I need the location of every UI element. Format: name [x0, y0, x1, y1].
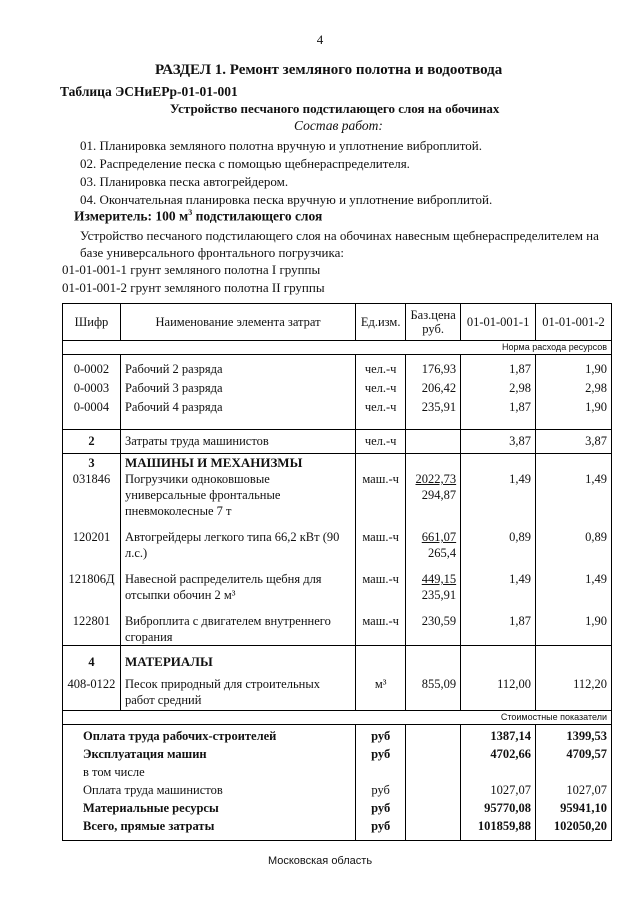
row-price: 230,59	[406, 603, 461, 646]
cost-value-1	[461, 762, 536, 780]
row-name: Песок природный для строительных работ средний	[120, 670, 355, 711]
work-item: 02. Распределение песка с помощью щебнераспределителя.	[80, 156, 410, 171]
row-name: Погрузчики одноковшовые универсальные фронтальные пневмоколесные 7 т	[120, 471, 355, 519]
header-col1: 01-01-001-1	[461, 304, 536, 341]
row-code: 2	[63, 430, 121, 454]
table-row	[63, 670, 612, 711]
cost-row	[63, 798, 612, 816]
row-value-2: 1,90	[536, 396, 612, 430]
row-code: 122801	[63, 603, 121, 646]
cost-value-2	[536, 762, 612, 780]
header-unit: Ед.изм.	[356, 304, 406, 341]
row-price: 176,93	[406, 355, 461, 378]
table-row	[63, 377, 612, 396]
row-price: 206,42	[406, 377, 461, 396]
row-price: 855,09	[406, 670, 461, 711]
row-price: 2022,73 294,87	[406, 471, 461, 519]
cost-name: в том числе	[63, 762, 356, 780]
page-footer: Московская область	[267, 855, 373, 867]
section-name: МАШИНЫ И МЕХАНИЗМЫ	[120, 454, 355, 472]
meter-line: Измеритель: 100 $м^3$ подстилающего слоя	[74, 208, 323, 224]
work-item: 03. Планировка песка автогрейдером.	[80, 174, 289, 189]
section-code: 4	[63, 646, 121, 671]
cost-row	[63, 762, 612, 780]
row-value-2: 1,90	[536, 603, 612, 646]
table-row	[63, 471, 612, 519]
row-name: Виброплита с двигателем внутреннего сгорания	[120, 603, 355, 646]
cost-name: Эксплуатация машин	[63, 744, 356, 762]
row-price	[406, 430, 461, 454]
row-code: 120201	[63, 519, 121, 561]
row-code: 0-0003	[63, 377, 121, 396]
cost-value-2: 1027,07	[536, 780, 612, 798]
row-code: 121806Д	[63, 561, 121, 603]
cost-value-1: 1387,14	[461, 725, 536, 745]
cost-value-1: 4702,66	[461, 744, 536, 762]
row-code: 031846	[63, 471, 121, 519]
section-code: 3	[63, 454, 121, 472]
row-unit: маш.-ч	[356, 561, 406, 603]
cost-row	[63, 725, 612, 745]
row-unit: маш.-ч	[356, 471, 406, 519]
table-title: Устройство песчаного подстилающего слоя на обочинах	[170, 101, 500, 116]
table-row	[63, 561, 612, 603]
row-value-1: 0,89	[461, 519, 536, 561]
row-price: 235,91	[406, 396, 461, 430]
cost-value-2: 102050,20	[536, 816, 612, 841]
row-value-2: 112,20	[536, 670, 612, 711]
row-value-1: 2,98	[461, 377, 536, 396]
table-row	[63, 603, 612, 646]
cost-name: Оплата труда машинистов	[63, 780, 356, 798]
table-row	[63, 396, 612, 430]
row-value-2: 1,49	[536, 561, 612, 603]
cost-label-row	[63, 711, 612, 725]
row-name: Рабочий 3 разряда	[120, 377, 355, 396]
row-value-2: 0,89	[536, 519, 612, 561]
row-name: Рабочий 2 разряда	[120, 355, 355, 378]
materials-section-row	[63, 646, 612, 671]
cost-unit: руб	[356, 725, 406, 745]
page-number: 4	[316, 32, 324, 47]
norm-label: Норма расхода ресурсов	[63, 341, 612, 355]
table-header-row	[63, 304, 612, 341]
cost-unit: руб	[356, 816, 406, 841]
cost-unit: руб	[356, 780, 406, 798]
cost-value-2: 1399,53	[536, 725, 612, 745]
row-value-2: 3,87	[536, 430, 612, 454]
work-item: 04. Окончательная планировка песка вручную и уплотнение виброплитой.	[80, 192, 493, 207]
row-name: Навесной распределитель щебня для отсыпки обочин 2 м³	[120, 561, 355, 603]
description-line: базе универсального фронтального погрузчика:	[80, 245, 344, 260]
row-name: Затраты труда машинистов	[120, 430, 355, 454]
cost-label: Стоимостные показатели	[63, 711, 612, 725]
variant-item: 01-01-001-1 грунт земляного полотна I группы	[62, 262, 321, 277]
row-unit: маш.-ч	[356, 603, 406, 646]
cost-unit: руб	[356, 744, 406, 762]
row-code: 0-0004	[63, 396, 121, 430]
row-value-1: 1,87	[461, 396, 536, 430]
header-code: Шифр	[63, 304, 121, 341]
cost-value-1: 95770,08	[461, 798, 536, 816]
machines-section-row	[63, 454, 612, 472]
description-line: Устройство песчаного подстилающего слоя на обочинах навесным щебнераспределителем на	[80, 228, 599, 243]
section-name: МАТЕРИАЛЫ	[120, 646, 355, 671]
cost-row	[63, 780, 612, 798]
row-name: Рабочий 4 разряда	[120, 396, 355, 430]
composition-heading: Состав работ:	[294, 118, 383, 133]
row-value-1: 1,87	[461, 603, 536, 646]
work-item: 01. Планировка земляного полотна вручную и уплотнение виброплитой.	[80, 138, 482, 153]
cost-value-2: 95941,10	[536, 798, 612, 816]
row-unit: м³	[356, 670, 406, 711]
variant-item: 01-01-001-2 грунт земляного полотна II группы	[62, 280, 325, 295]
row-name: Автогрейдеры легкого типа 66,2 кВт (90 л.с.)	[120, 519, 355, 561]
resource-table	[62, 303, 612, 841]
cost-value-2: 4709,57	[536, 744, 612, 762]
row-value-1: 112,00	[461, 670, 536, 711]
row-unit: чел.-ч	[356, 355, 406, 378]
row-code: 408-0122	[63, 670, 121, 711]
cost-name: Материальные ресурсы	[63, 798, 356, 816]
row-value-1: 1,87	[461, 355, 536, 378]
row-value-1: 1,49	[461, 471, 536, 519]
cost-name: Всего, прямые затраты	[63, 816, 356, 841]
cost-value-1: 101859,88	[461, 816, 536, 841]
cost-row	[63, 816, 612, 841]
cost-value-1: 1027,07	[461, 780, 536, 798]
row-value-1: 3,87	[461, 430, 536, 454]
header-name: Наименование элемента затрат	[120, 304, 355, 341]
row-code: 0-0002	[63, 355, 121, 378]
operator-row	[63, 430, 612, 454]
table-row	[63, 355, 612, 378]
cost-unit: руб	[356, 798, 406, 816]
table-row	[63, 519, 612, 561]
cost-unit	[356, 762, 406, 780]
cost-row	[63, 744, 612, 762]
row-value-2: 1,90	[536, 355, 612, 378]
row-unit: чел.-ч	[356, 396, 406, 430]
cost-name: Оплата труда рабочих-строителей	[63, 725, 356, 745]
row-value-2: 1,49	[536, 471, 612, 519]
header-col2: 01-01-001-2	[536, 304, 612, 341]
row-unit: маш.-ч	[356, 519, 406, 561]
row-unit: чел.-ч	[356, 377, 406, 396]
table-name: Таблица ЭСНиЕРр-01-01-001	[60, 84, 238, 99]
section-title: РАЗДЕЛ 1. Ремонт земляного полотна и водоотвода	[155, 62, 503, 78]
norm-label-row	[63, 341, 612, 355]
row-price: 449,15 235,91	[406, 561, 461, 603]
row-price: 661,07 265,4	[406, 519, 461, 561]
header-price: Баз.цена руб.	[406, 304, 461, 341]
row-unit: чел.-ч	[356, 430, 406, 454]
row-value-1: 1,49	[461, 561, 536, 603]
row-value-2: 2,98	[536, 377, 612, 396]
